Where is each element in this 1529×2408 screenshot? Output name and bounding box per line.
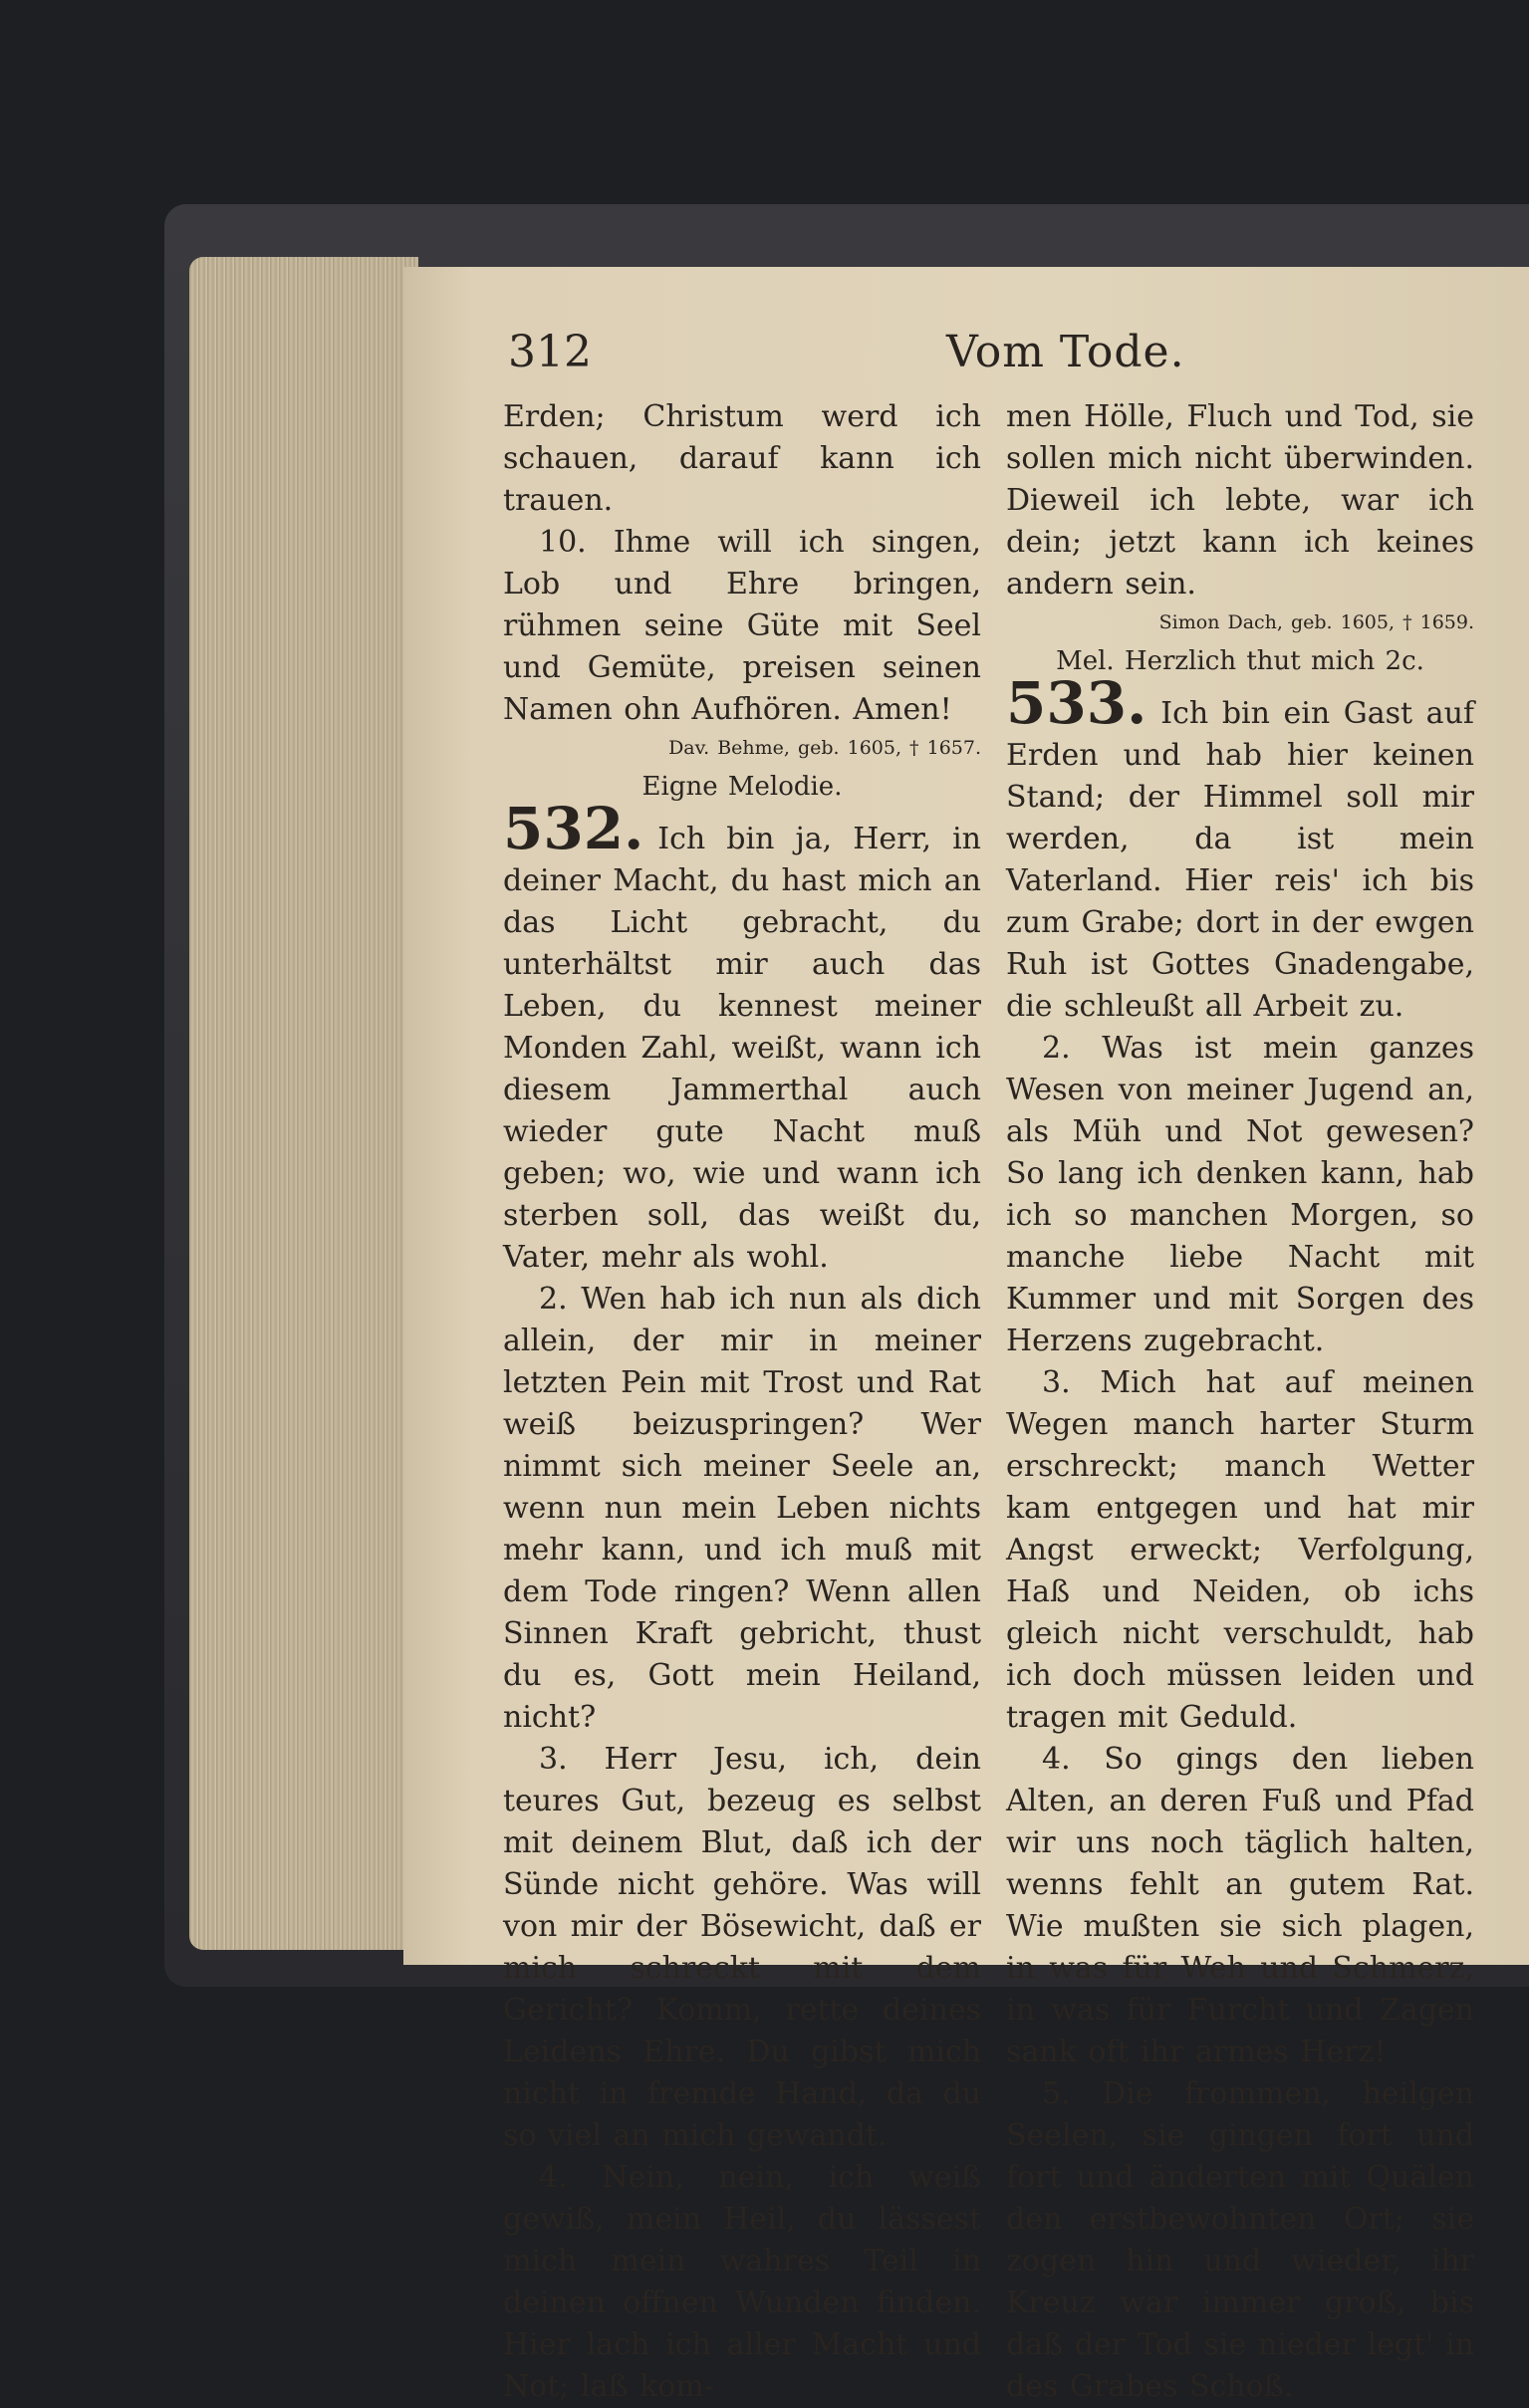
hymn-533-verse-4: 4. So gings den lieben Alten, an deren Fuß und Pfad wir uns noch täglich halten, wenns fehlt an gutem Rat. Wie mußten sie sich plagen, in was für Weh und Schmerz, in was für Furcht und Zagen sank oft ihr armes Herz! [1006, 1742, 1474, 2069]
hymn-533-verse-3: 3. Mich hat auf meinen Wegen manch harter Sturm erschreckt; manch Wetter kam entgegen und hat mir Angst erweckt; Verfolgung, Haß und Neiden, ob ichs gleich nicht verschuldt, hab ich doch müssen leiden und tragen mit Geduld. [1006, 1365, 1474, 1735]
author-attribution: Simon Dach, geb. 1605, † 1659. [1158, 611, 1474, 633]
verse-text: Ich bin ein Gast auf Erden und hab hier keinen Stand; der Himmel soll mir werden, da ist mein Vaterland. Hier reis' ich bis zum Grabe; dort in der ewgen Ruh ist Gottes Gnadengabe, die schleußt all Arbeit zu. [1006, 696, 1474, 1024]
hymn-number: 533. [1006, 669, 1147, 737]
hymn-number: 532. [503, 795, 644, 862]
verse-10: 10. Ihme will ich singen, Lob und Ehre bringen, rühmen seine Güte mit Seel und Gemüte, preisen seinen Namen ohn Aufhören. Amen! [503, 525, 981, 727]
hymn-533-verse-2: 2. Was ist mein ganzes Wesen von meiner Jugend an, als Müh und Not gewesen? So lang ich denken kann, hab ich so manchen Morgen, so manche liebe Nacht mit Kummer und mit Sorgen des Herzens zugebracht. [1006, 1031, 1474, 1358]
hymn-532-verse-4: 4. Nein, nein, ich weiß gewiß, mein Heil, du lässest mich mein wahres Teil in deinen offnen Wunden finden. Hier lach ich aller Macht und Not; laß kom- [503, 2160, 981, 2404]
verse-continuation: Erden; Christum werd ich schauen, darauf kann ich trauen. [503, 399, 981, 518]
verse-text: Ich bin ja, Herr, in deiner Macht, du hast mich an das Licht gebracht, du unterhältst mir auch das Leben, du kennest meiner Monden Zahl, weißt, wann ich diesem Jammerthal auch wieder gute Nacht muß geben; wo, wie und wann ich sterben soll, das weißt du, Vater, mehr als wohl. [503, 822, 981, 1275]
page-edges [189, 257, 418, 1950]
hymn-533-verse-1 [1006, 669, 1474, 1028]
hymn-532-verse-1 [503, 795, 981, 1279]
running-title: Vom Tode. [946, 327, 1185, 377]
right-column [1006, 396, 1474, 2408]
verse-continuation: men Hölle, Fluch und Tod, sie sollen mich nicht überwinden. Dieweil ich lebte, war ich dein; jetzt kann ich keines andern sein. [1006, 399, 1474, 602]
melody-line: Eigne Melodie. [641, 772, 843, 802]
hymn-532-verse-2: 2. Wen hab ich nun als dich allein, der mir in meiner letzten Pein mit Trost und Rat weiß beizuspringen? Wer nimmt sich meiner Seele an, wenn nun mein Leben nichts mehr kann, und ich muß mit dem Tode ringen? Wenn allen Sinnen Kraft gebricht, thust du es, Gott mein Heiland, nicht? [503, 1282, 981, 1735]
author-attribution: Dav. Behme, geb. 1605, † 1657. [668, 737, 981, 759]
page-number: 312 [508, 327, 592, 377]
hymn-533-verse-5: 5. Die frommen, heilgen Seelen, sie gingen fort und fort und änderten mit Quälen den erstbewohnten Ort; sie zogen hin und wieder, ihr Kreuz war immer groß, bis daß der Tod sie nieder legt' in des Grabes Schoß. [1006, 2076, 1474, 2404]
left-column [503, 396, 981, 2408]
hymn-532-verse-3: 3. Herr Jesu, ich, dein teures Gut, bezeug es selbst mit deinem Blut, daß ich der Sünde nicht gehöre. Was will von mir der Bösewicht, daß er mich schreckt mit dem Gericht? Komm, rette deines Leidens Ehre. Du gibst mich nicht in fremde Hand, da du so viel an mich gewandt. [503, 1742, 981, 2153]
book-page [403, 267, 1529, 2404]
melody-line: Mel. Herzlich thut mich 2c. [1056, 646, 1424, 676]
page-header [508, 327, 1504, 396]
